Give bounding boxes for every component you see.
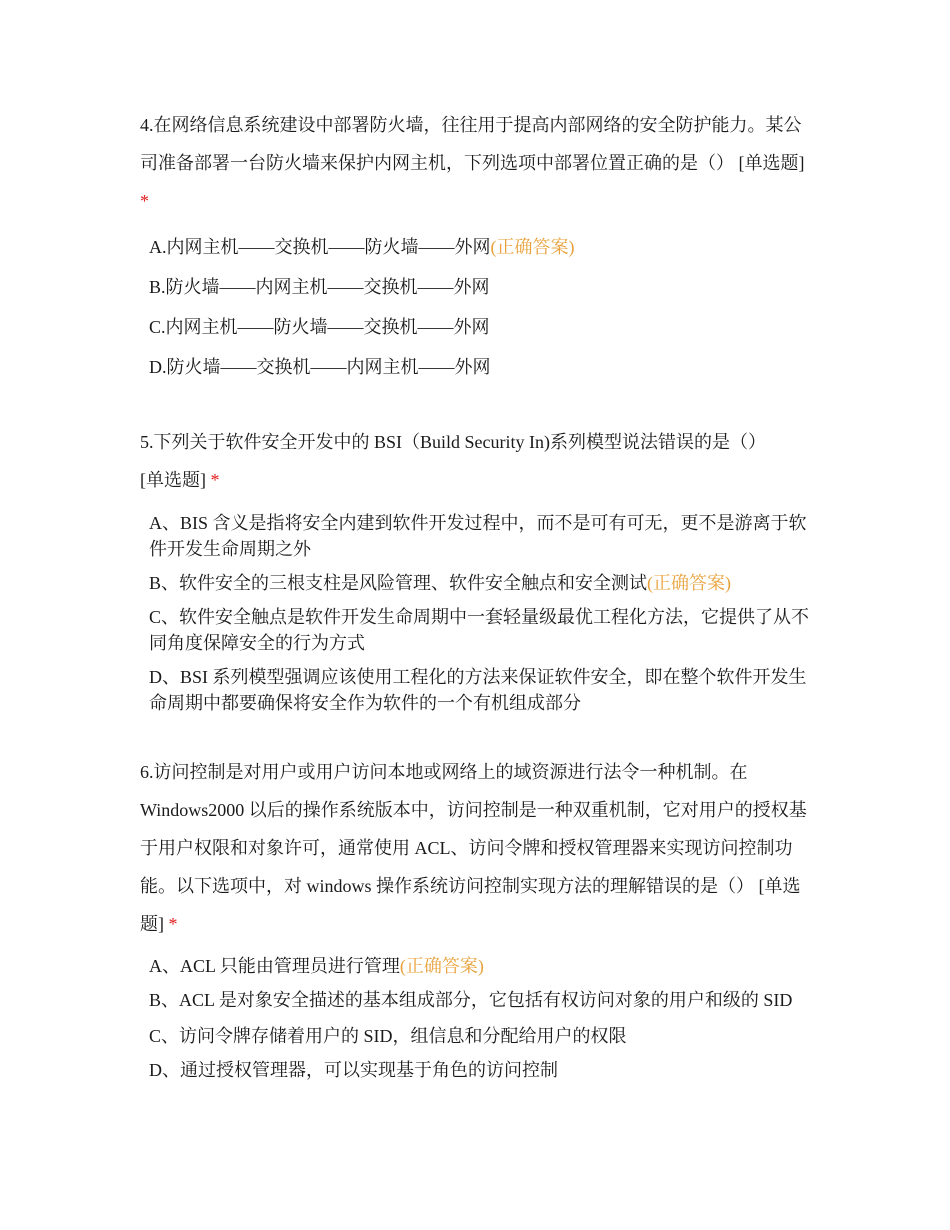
question-5 [140,423,812,716]
option-text: A.内网主机——交换机——防火墙——外网 [149,237,491,257]
question-list [140,106,812,1087]
option-text: D.防火墙——交换机——内网主机——外网 [149,357,491,377]
question-6-text: 6.访问控制是对用户或用户访问本地或网络上的域资源进行法令一种机制。在 Windows2000 以后的操作系统版本中，访问控制是一种双重机制，它对用户的授权基于用户权限和对象许可，通常使用 ACL、访问令牌和授权管理器来实现访问控制功能。以下选项中，对 windows 操作系统访问控制实现方法的理解错误的是（） [140,762,807,896]
option-d [149,347,812,387]
option-text: D、通过授权管理器，可以实现基于角色的访问控制 [149,1060,558,1080]
option-text: A、ACL 只能由管理员进行管理 [149,956,400,976]
question-6 [140,753,812,1087]
option-b [149,987,812,1013]
question-6-type: [单选题] [140,876,801,934]
option-a [149,510,812,562]
question-6-options [140,953,812,1087]
question-4-stem [140,106,812,220]
required-mark: * [140,191,149,211]
correct-answer-tag: (正确答案) [399,956,484,976]
question-4-type: [单选题] [738,153,805,173]
required-mark: * [210,470,220,490]
option-c [149,604,812,656]
option-c [149,1019,812,1053]
question-5-options [140,510,812,716]
option-d [149,1053,812,1087]
option-c [149,307,812,347]
required-mark: * [168,914,178,934]
question-4-options [140,227,812,387]
option-text: C.内网主机——防火墙——交换机——外网 [149,317,490,337]
correct-answer-tag: (正确答案) [490,237,575,257]
option-text: B、ACL 是对象安全描述的基本组成部分，它包括有权访问对象的用户和级的 SID [149,990,793,1010]
option-a [149,227,812,267]
option-text: C、软件安全触点是软件开发生命周期中一套轻量级最优工程化方法，它提供了从不同角度保障安全的行为方式 [149,607,810,653]
option-text: B.防火墙——内网主机——交换机——外网 [149,277,490,297]
option-text: A、BIS 含义是指将安全内建到软件开发过程中，而不是可有可无，更不是游离于软件开发生命周期之外 [149,513,807,559]
option-text: D、BSI 系列模型强调应该使用工程化的方法来保证软件安全，即在整个软件开发生命周期中都要确保将安全作为软件的一个有机组成部分 [149,667,807,713]
question-6-stem [140,753,812,943]
question-5-text: 5.下列关于软件安全开发中的 BSI（Build Security In)系列模型说法错误的是（） [140,432,766,452]
question-5-stem [140,423,812,499]
question-5-type: [单选题] [140,470,206,490]
correct-answer-tag: (正确答案) [647,573,732,593]
option-b [149,570,812,596]
option-a [149,953,812,979]
option-d [149,664,812,716]
option-text: C、访问令牌存储着用户的 SID，组信息和分配给用户的权限 [149,1026,627,1046]
option-text: B、软件安全的三根支柱是风险管理、软件安全触点和安全测试 [149,573,648,593]
option-b [149,267,812,307]
question-4-text: 4.在网络信息系统建设中部署防火墙，往往用于提高内部网络的安全防护能力。某公司准备部署一台防火墙来保护内网主机，下列选项中部署位置正确的是（） [140,115,802,173]
question-4 [140,106,812,387]
